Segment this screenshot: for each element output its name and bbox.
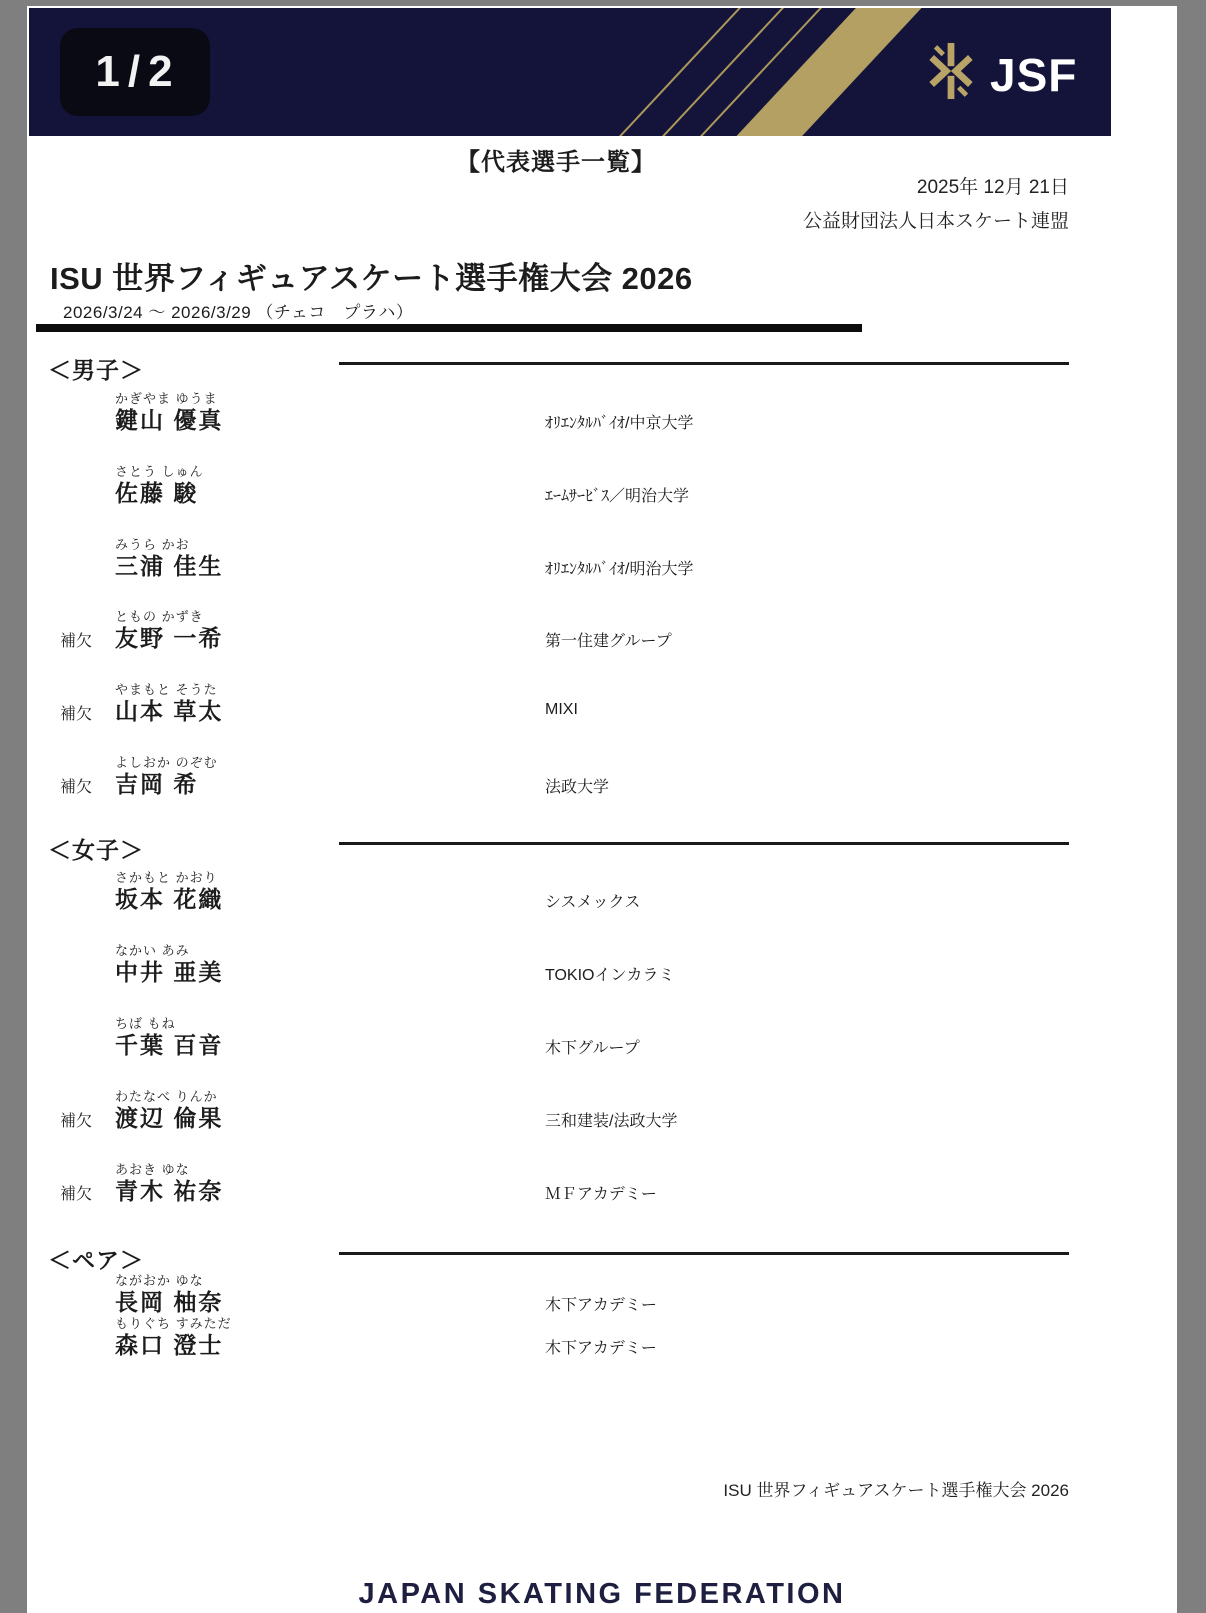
header-banner (29, 8, 1111, 136)
substitute-label: 補欠 (60, 779, 93, 796)
athlete-affiliation: ｴｰﾑｻｰﾋﾞｽ／明治大学 (545, 488, 690, 505)
title-divider-bar (36, 324, 862, 332)
athlete-row (27, 461, 1177, 525)
athlete-furigana: ちば もね (115, 1016, 176, 1031)
athlete-furigana: やまもと そうた (115, 682, 218, 697)
athlete-row (27, 388, 1177, 452)
athlete-furigana: よしおか のぞむ (115, 755, 218, 770)
substitute-label: 補欠 (60, 1113, 93, 1130)
athlete-furigana: かぎやま ゆうま (115, 391, 218, 406)
athlete-name: 吉岡 希 (115, 771, 199, 797)
athlete-name: 渡辺 倫果 (115, 1105, 224, 1131)
athlete-affiliation: ｵﾘｴﾝﾀﾙﾊﾞｲｵ/明治大学 (545, 561, 694, 578)
section-label: ＜ペア＞ (48, 1247, 144, 1273)
athlete-name: 佐藤 駿 (115, 480, 199, 506)
athlete-name: 青木 祐奈 (115, 1178, 224, 1204)
athlete-row (27, 606, 1177, 670)
jsf-snowflake-icon (922, 38, 980, 109)
athlete-row (27, 1159, 1177, 1223)
athlete-row (27, 1013, 1177, 1077)
athlete-row (27, 752, 1177, 816)
substitute-label: 補欠 (60, 706, 93, 723)
gold-stripe-thick (719, 8, 938, 136)
footer-event-name: ISU 世界フィギュアスケート選手権大会 2026 (723, 1481, 1069, 1500)
athlete-name: 山本 草太 (115, 698, 224, 724)
athlete-furigana: なかい あみ (115, 943, 190, 958)
athlete-name: 坂本 花織 (115, 886, 224, 912)
athlete-name: 長岡 柚奈 (115, 1289, 224, 1315)
section-label: ＜男子＞ (48, 357, 144, 383)
athlete-furigana: もりぐち すみただ (115, 1316, 232, 1331)
athlete-furigana: みうら かお (115, 537, 190, 552)
list-title: 【代表選手一覧】 (456, 149, 656, 176)
athlete-affiliation: 木下アカデミー (545, 1340, 657, 1357)
document-page (27, 6, 1177, 1613)
substitute-label: 補欠 (60, 1186, 93, 1203)
athlete-name: 鍵山 優真 (115, 407, 224, 433)
athlete-affiliation: 第一住建グループ (545, 633, 672, 650)
organization-name: 公益財団法人日本スケート連盟 (802, 211, 1069, 232)
event-title: ISU 世界フィギュアスケート選手権大会 2026 (50, 261, 693, 296)
athlete-row (27, 679, 1177, 743)
substitute-label: 補欠 (60, 633, 93, 650)
athlete-furigana: わたなべ りんか (115, 1089, 218, 1104)
athlete-row (27, 1086, 1177, 1150)
athlete-furigana: さとう しゅん (115, 464, 204, 479)
federation-name: JAPAN SKATING FEDERATION (358, 1578, 846, 1610)
section-rule (339, 1252, 1069, 1255)
page-number-badge: 1/2 (60, 28, 210, 116)
athlete-affiliation: 木下グループ (545, 1040, 640, 1057)
athlete-affiliation: TOKIOインカラミ (545, 967, 675, 984)
section-label: ＜女子＞ (48, 837, 144, 863)
athlete-name: 森口 澄士 (115, 1332, 224, 1358)
jsf-logo (922, 38, 1077, 109)
athlete-furigana: ともの かずき (115, 609, 204, 624)
athlete-name: 三浦 佳生 (115, 553, 224, 579)
athlete-affiliation: MIXI (545, 701, 578, 718)
athlete-furigana: ながおか ゆな (115, 1273, 204, 1288)
athlete-name: 友野 一希 (115, 625, 224, 651)
athlete-row (27, 1313, 1177, 1377)
athlete-affiliation: シスメックス (545, 894, 641, 911)
section-rule (339, 362, 1069, 365)
event-period: 2026/3/24 ～ 2026/3/29 （チェコ プラハ） (63, 298, 613, 329)
athlete-affiliation: 法政大学 (545, 779, 610, 796)
athlete-furigana: さかもと かおり (115, 870, 218, 885)
section-rule (339, 842, 1069, 845)
athlete-affiliation: 三和建装/法政大学 (545, 1113, 678, 1130)
athlete-furigana: あおき ゆな (115, 1162, 190, 1177)
jsf-logo-text: JSF (990, 48, 1078, 101)
athlete-affiliation: ｵﾘｴﾝﾀﾙﾊﾞｲｵ/中京大学 (545, 415, 694, 432)
athlete-row (27, 534, 1177, 598)
issue-date: 2025年 12月 21日 (916, 177, 1069, 198)
athlete-affiliation: ＭＦアカデミー (545, 1186, 657, 1203)
athlete-name: 千葉 百音 (115, 1032, 224, 1058)
athlete-affiliation: 木下アカデミー (545, 1297, 657, 1314)
athlete-row (27, 940, 1177, 1004)
athlete-name: 中井 亜美 (115, 959, 224, 985)
athlete-row (27, 867, 1177, 931)
